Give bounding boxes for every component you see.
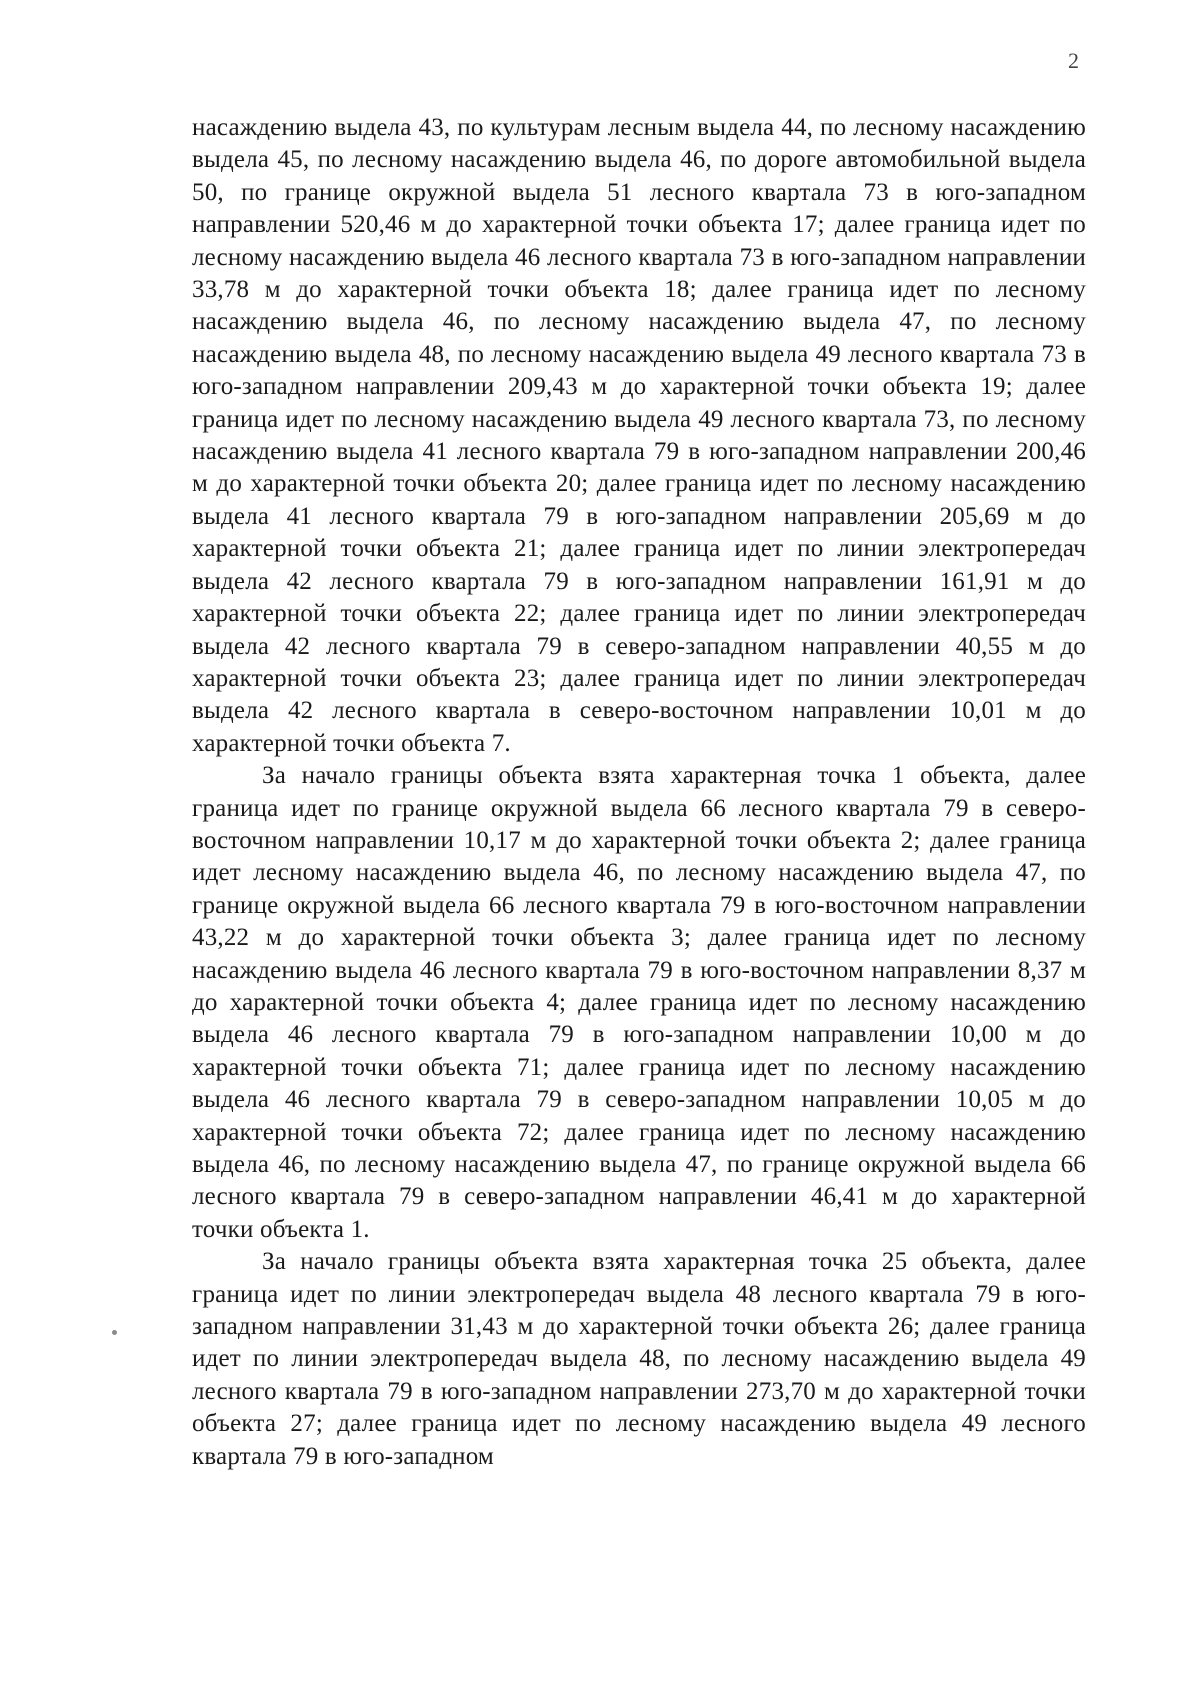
scan-speck [112, 1330, 117, 1335]
document-body [192, 112, 1086, 1473]
paragraph-object-boundary-1: За начало границы объекта взята характерная точка 1 объекта, далее граница идет по границе окружной выдела 66 лесного квартала 79 в северо-восточном направлении 10,17 м до характерной точки объекта 2; далее граница идет лесному насаждению выдела 46, по лесному насаждению выдела 47, по границе окружной выдела 66 лесного квартала 79 в юго-восточном направлении 43,22 м до характерной точки объекта 3; далее граница идет по лесному насаждению выдела 46 лесного квартала 79 в юго-восточном направлении 8,37 м до характерной точки объекта 4; далее граница идет по лесному насаждению выдела 46 лесного квартала 79 в юго-западном направлении 10,00 м до характерной точки объекта 71; далее граница идет по лесному насаждению выдела 46 лесного квартала 79 в северо-западном направлении 10,05 м до характерной точки объекта 72; далее граница идет по лесному насаждению выдела 46, по лесному насаждению выдела 47, по границе окружной выдела 66 лесного квартала 79 в северо-западном направлении 46,41 м до характерной точки объекта 1. [192, 762, 1086, 1243]
paragraph-object-boundary-25: За начало границы объекта взята характерная точка 25 объекта, далее граница идет по линии электропередач выдела 48 лесного квартала 79 в юго-западном направлении 31,43 м до характерной точки объекта 26; далее граница идет по линии электропередач выдела 48, по лесному насаждению выдела 49 лесного квартала 79 в юго-западном направлении 273,70 м до характерной точки объекта 27; далее граница идет по лесному насаждению выдела 49 лесного квартала 79 в юго-западном [192, 1248, 1086, 1470]
page-number: 2 [1068, 48, 1079, 73]
paragraph-continuation: насаждению выдела 43, по культурам лесным выдела 44, по лесному насаждению выдела 45, по лесному насаждению выдела 46, по дороге автомобильной выдела 50, по границе окружной выдела 51 лесного квартала 73 в юго-западном направлении 520,46 м до характерной точки объекта 17; далее граница идет по лесному насаждению выдела 46 лесного квартала 73 в юго-западном направлении 33,78 м до характерной точки объекта 18; далее граница идет по лесному насаждению выдела 46, по лесному насаждению выдела 47, по лесному насаждению выдела 48, по лесному насаждению выдела 49 лесного квартала 73 в юго-западном направлении 209,43 м до характерной точки объекта 19; далее граница идет по лесному насаждению выдела 49 лесного квартала 73, по лесному насаждению выдела 41 лесного квартала 79 в юго-западном направлении 200,46 м до характерной точки объекта 20; далее граница идет по лесному насаждению выдела 41 лесного квартала 79 в юго-западном направлении 205,69 м до характерной точки объекта 21; далее граница идет по линии электропередач выдела 42 лесного квартала 79 в юго-западном направлении 161,91 м до характерной точки объекта 22; далее граница идет по линии электропередач выдела 42 лесного квартала 79 в северо-западном направлении 40,55 м до характерной точки объекта 23; далее граница идет по линии электропередач выдела 42 лесного квартала в северо-восточном направлении 10,01 м до характерной точки объекта 7. [192, 114, 1086, 757]
